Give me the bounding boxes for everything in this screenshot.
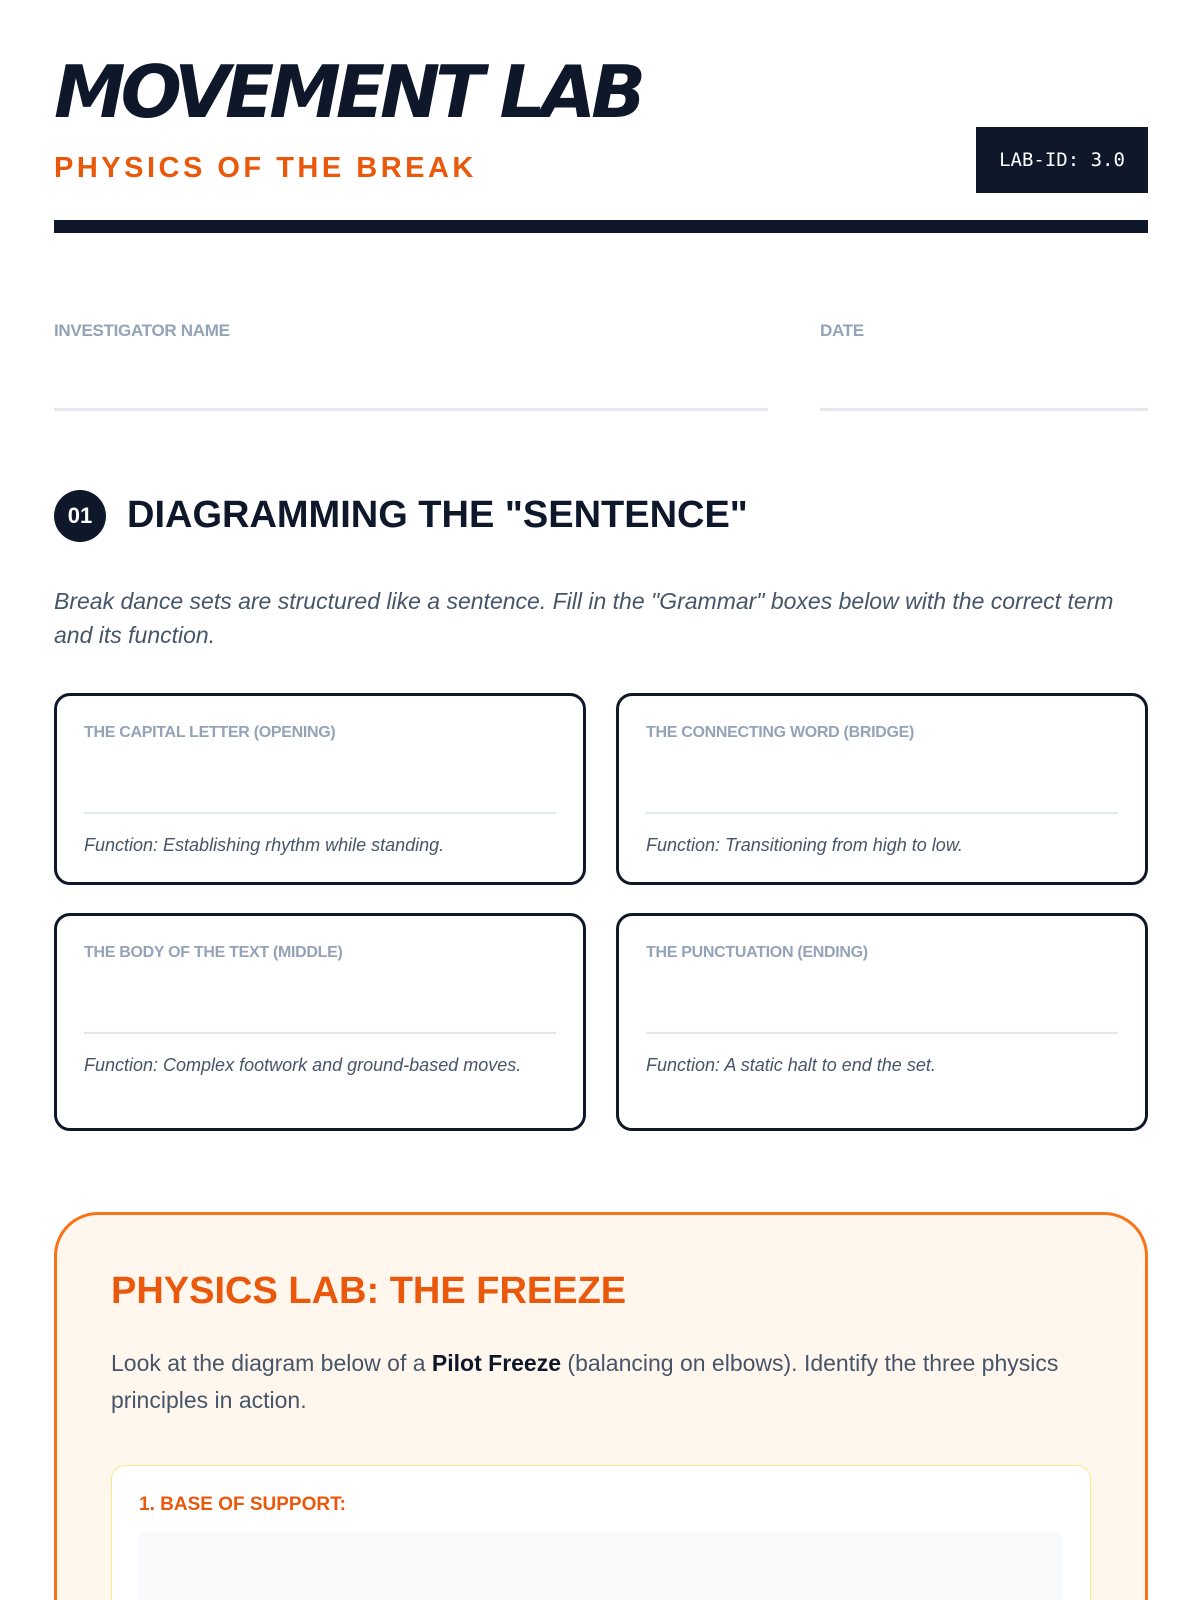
card-label: THE BODY OF THE TEXT (MIDDLE) [84, 944, 343, 961]
section-number-badge: 01 [54, 490, 106, 542]
card-answer-line[interactable] [646, 1032, 1118, 1034]
physics-lab-panel [54, 1212, 1148, 1600]
card-function: Function: A static halt to end the set. [646, 1055, 936, 1075]
instructions-text-end: (balancing on elbows). Identify the three physics principles in action. [111, 1350, 1059, 1413]
investigator-name-field[interactable] [54, 408, 768, 411]
card-function: Function: Establishing rhythm while standing. [84, 835, 445, 855]
base-of-support-label: 1. BASE OF SUPPORT: [139, 1494, 346, 1515]
worksheet-header [54, 52, 1148, 234]
base-of-support-answer-area[interactable] [139, 1532, 1063, 1600]
physics-lab-title: PHYSICS LAB: THE FREEZE [111, 1270, 627, 1312]
base-of-support-box [111, 1465, 1091, 1600]
page-title: MOVEMENT LAB [54, 50, 641, 134]
card-label: THE CONNECTING WORD (BRIDGE) [646, 724, 915, 741]
page-subtitle: PHYSICS OF THE BREAK [54, 152, 477, 184]
card-label: THE PUNCTUATION (ENDING) [646, 944, 868, 961]
card-answer-line[interactable] [84, 1032, 556, 1034]
investigator-name-label: INVESTIGATOR NAME [54, 321, 230, 340]
header-divider [54, 220, 1148, 233]
card-function: Function: Complex footwork and ground-based moves. [84, 1055, 522, 1075]
date-label: DATE [820, 321, 864, 340]
grammar-card-opening[interactable] [54, 693, 586, 885]
pilot-freeze-term: Pilot Freeze [431, 1350, 562, 1376]
card-function: Function: Transitioning from high to low. [646, 835, 963, 855]
card-label: THE CAPITAL LETTER (OPENING) [84, 724, 336, 741]
lab-id-badge: LAB-ID: 3.0 [976, 127, 1148, 193]
section-title: DIAGRAMMING THE "SENTENCE" [127, 494, 748, 536]
date-field[interactable] [820, 408, 1148, 411]
card-answer-line[interactable] [646, 812, 1118, 814]
grammar-card-ending[interactable] [616, 913, 1148, 1131]
physics-lab-instructions [111, 1345, 1091, 1419]
grammar-card-bridge[interactable] [616, 693, 1148, 885]
grammar-card-middle[interactable] [54, 913, 586, 1131]
card-answer-line[interactable] [84, 812, 556, 814]
section-intro: Break dance sets are structured like a sentence. Fill in the "Grammar" boxes below with the correct term and its function. [54, 588, 1114, 648]
instructions-text: Look at the diagram below of a [111, 1350, 432, 1376]
